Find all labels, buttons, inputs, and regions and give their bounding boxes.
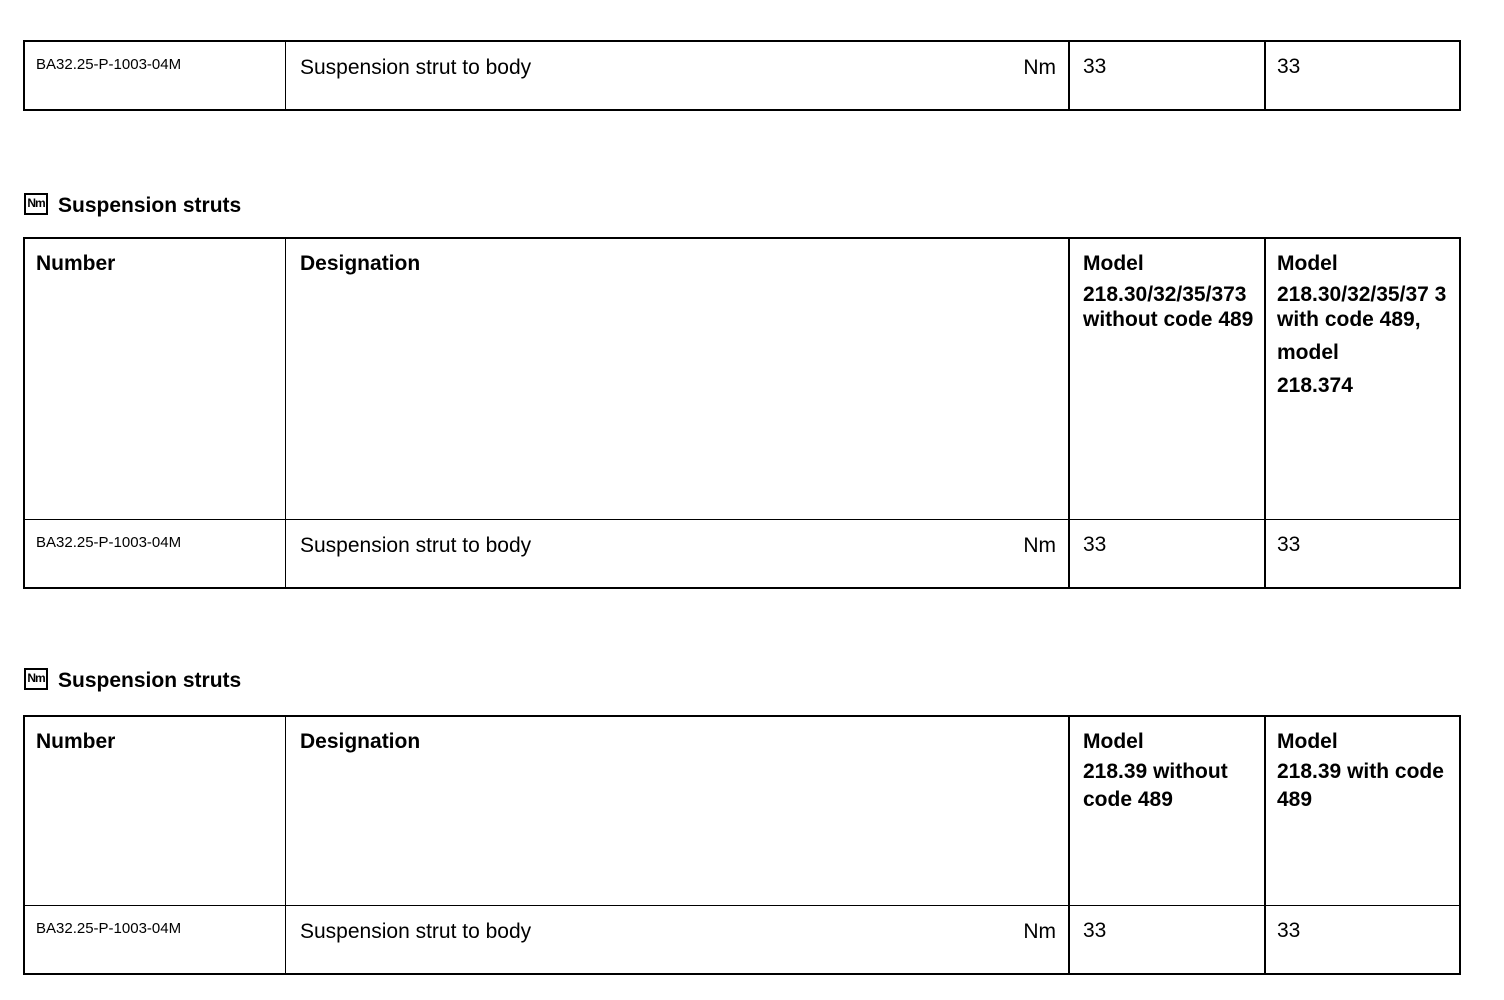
designation-value: Suspension strut to body [300,56,532,79]
section-title-text: Suspension struts [58,194,242,217]
header-number [25,717,286,905]
header-designation [286,239,1070,519]
header-model-a-label: Model [1083,252,1144,275]
value-b: 33 [1277,533,1301,556]
number-cell [25,42,286,109]
header-number-label: Number [36,252,116,275]
value-b: 33 [1277,55,1301,78]
designation-cell [286,520,1070,587]
value-a: 33 [1083,919,1107,942]
table-row [25,905,1459,973]
torque-table-3 [23,715,1461,975]
header-model-b-detail: 218.39 with code 489 [1277,760,1444,811]
torque-nm-icon: Nm [24,668,48,690]
number-value: BA32.25-P-1003-04M [36,534,182,551]
value-a: 33 [1083,533,1107,556]
header-model-a [1070,717,1266,905]
header-model-b-label: Model [1277,252,1338,275]
value-b-cell [1266,906,1459,973]
unit-value: Nm [1023,920,1056,943]
table-header-row [25,717,1459,905]
number-value: BA32.25-P-1003-04M [36,56,182,73]
value-b-cell [1266,520,1459,587]
designation-value: Suspension strut to body [300,920,532,943]
header-model-b [1266,239,1459,519]
designation-cell [286,906,1070,973]
table-row [25,42,1459,109]
value-a-cell [1070,906,1266,973]
section-title [24,193,241,218]
table-header-row [25,239,1459,519]
number-cell [25,520,286,587]
header-number-label: Number [36,730,116,753]
header-model-b-label2: model [1277,341,1339,364]
value-a-cell [1070,520,1266,587]
header-model-a-detail: 218.39 without code 489 [1083,760,1228,811]
header-designation-label: Designation [300,730,421,753]
value-b-cell [1266,42,1459,109]
number-cell [25,906,286,973]
value-b: 33 [1277,919,1301,942]
section-title [24,668,241,693]
section-title-text: Suspension struts [58,669,242,692]
unit-value: Nm [1023,56,1056,79]
header-designation-label: Designation [300,252,421,275]
header-model-b-label: Model [1277,730,1338,753]
torque-table-2 [23,237,1461,589]
table-row [25,519,1459,587]
designation-value: Suspension strut to body [300,534,532,557]
header-model-b [1266,717,1459,905]
number-value: BA32.25-P-1003-04M [36,920,182,937]
header-model-b-detail: 218.30/32/35/37 3 with code 489, [1277,283,1447,331]
value-a-cell [1070,42,1266,109]
header-model-b-detail2: 218.374 [1277,374,1353,397]
torque-nm-icon: Nm [24,193,48,215]
value-a: 33 [1083,55,1107,78]
header-designation [286,717,1070,905]
header-model-a-label: Model [1083,730,1144,753]
torque-table-1 [23,40,1461,111]
header-model-a-detail: 218.30/32/35/373 without code 489 [1083,283,1254,331]
designation-cell [286,42,1070,109]
header-number [25,239,286,519]
header-model-a [1070,239,1266,519]
unit-value: Nm [1023,534,1056,557]
